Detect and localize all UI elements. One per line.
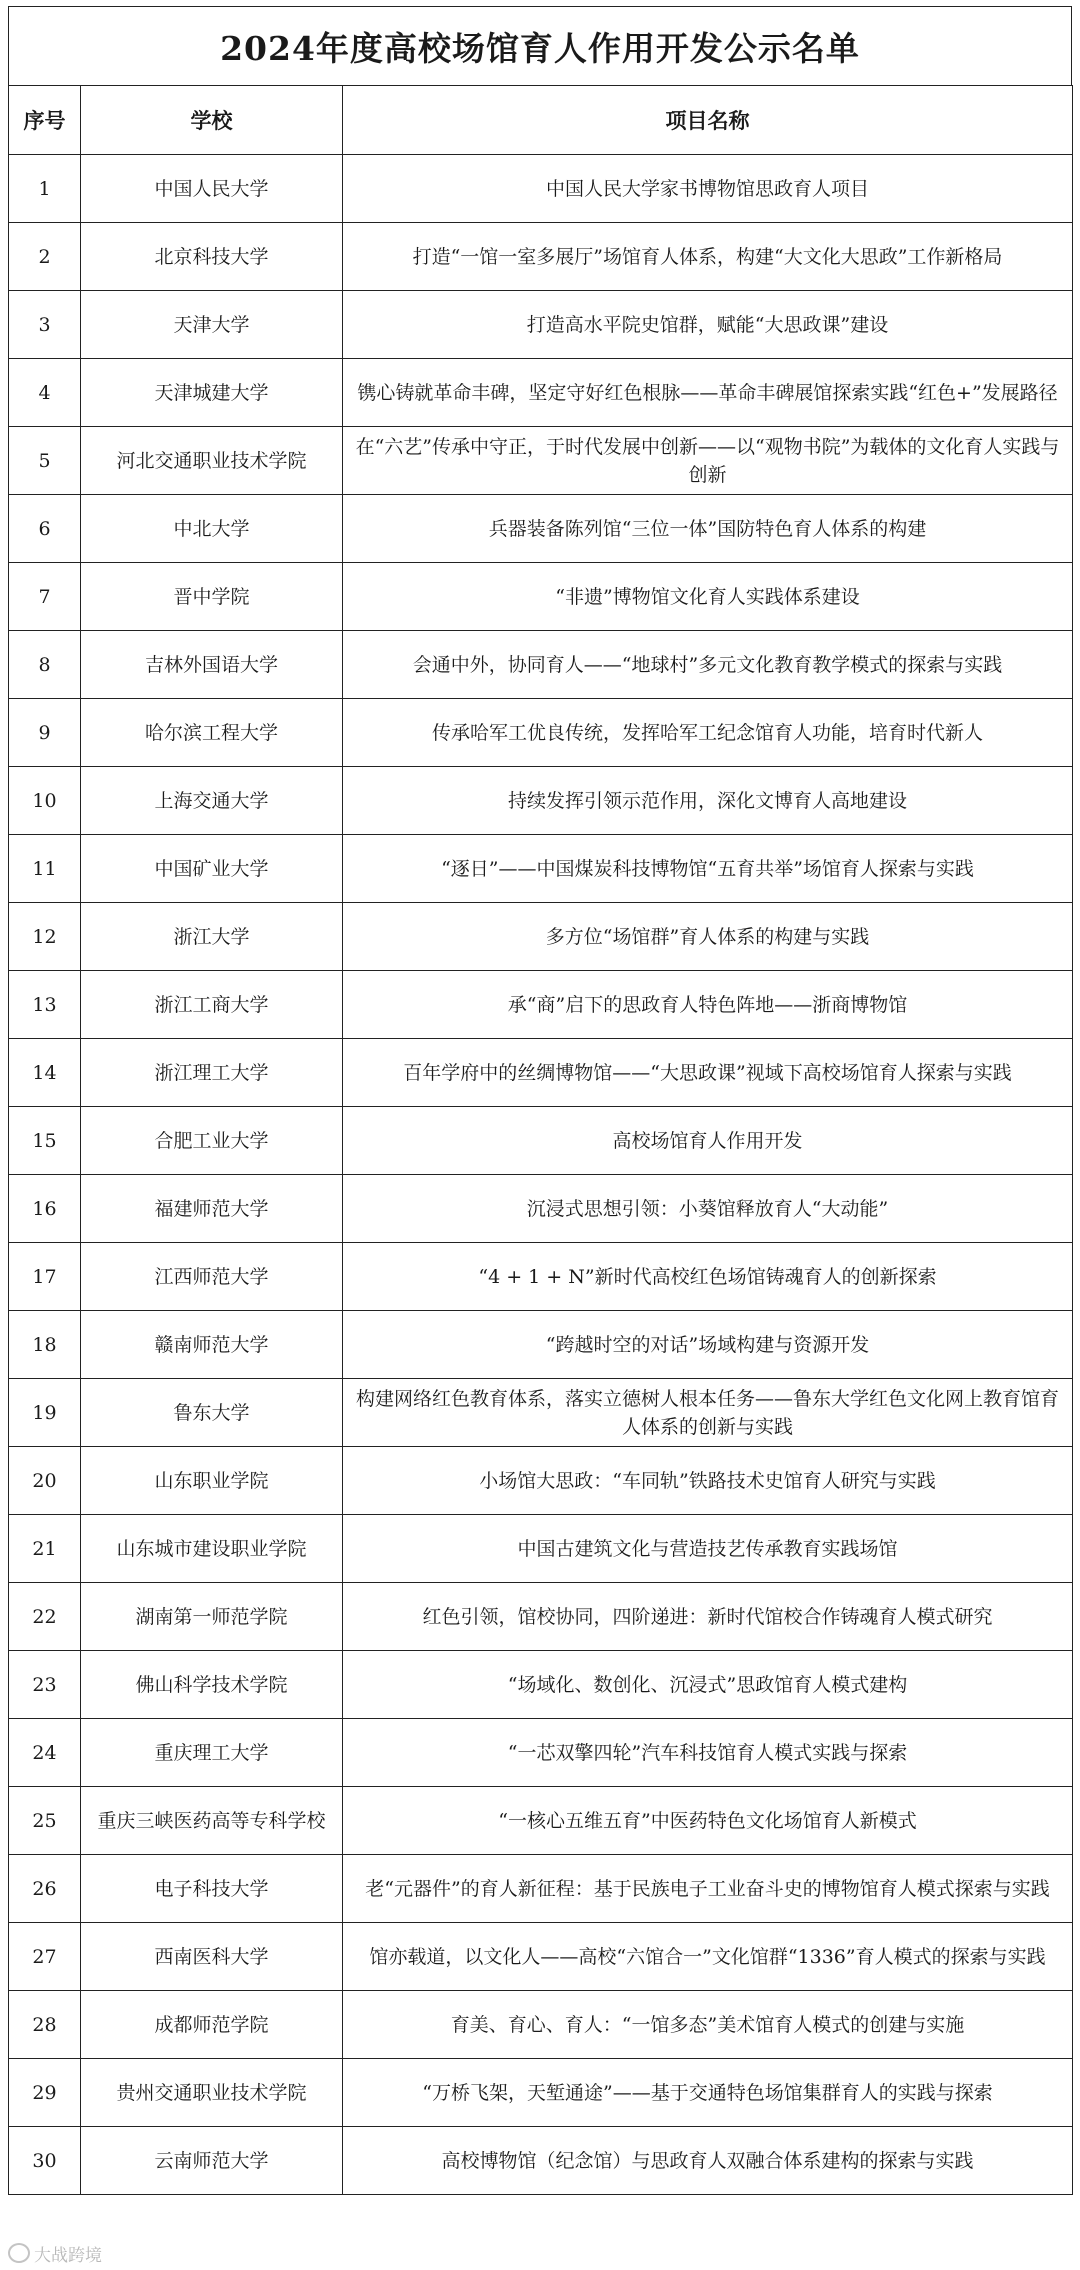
cell-index: 24 [9, 1719, 81, 1787]
table-row [9, 563, 1073, 631]
cell-school: 云南师范大学 [81, 2127, 343, 2195]
watermark-text: 大战跨境 [34, 2245, 102, 2266]
table-row [9, 1651, 1073, 1719]
cell-index: 25 [9, 1787, 81, 1855]
table-header-row [9, 86, 1073, 155]
cell-index: 26 [9, 1855, 81, 1923]
cell-index: 17 [9, 1243, 81, 1311]
table-row [9, 1311, 1073, 1379]
cell-project: 镌心铸就革命丰碑，坚定守好红色根脉——革命丰碑展馆探索实践“红色+”发展路径 [343, 359, 1073, 427]
cell-project: “非遗”博物馆文化育人实践体系建设 [343, 563, 1073, 631]
cell-project: 传承哈军工优良传统，发挥哈军工纪念馆育人功能，培育时代新人 [343, 699, 1073, 767]
table-row [9, 1855, 1073, 1923]
cell-school: 浙江理工大学 [81, 1039, 343, 1107]
cell-school: 西南医科大学 [81, 1923, 343, 1991]
cell-index: 5 [9, 427, 81, 495]
cell-index: 15 [9, 1107, 81, 1175]
cell-index: 18 [9, 1311, 81, 1379]
table-row [9, 427, 1073, 495]
header-project: 项目名称 [343, 86, 1073, 155]
cell-project: 高校场馆育人作用开发 [343, 1107, 1073, 1175]
cell-index: 16 [9, 1175, 81, 1243]
cell-project: 构建网络红色教育体系，落实立德树人根本任务——鲁东大学红色文化网上教育馆育人体系的创新与实践 [343, 1379, 1073, 1447]
table-row [9, 2127, 1073, 2195]
table-row [9, 971, 1073, 1039]
cell-project: 高校博物馆（纪念馆）与思政育人双融合体系建构的探索与实践 [343, 2127, 1073, 2195]
cell-school: 中国矿业大学 [81, 835, 343, 903]
cell-index: 29 [9, 2059, 81, 2127]
cell-school: 赣南师范大学 [81, 1311, 343, 1379]
cell-school: 河北交通职业技术学院 [81, 427, 343, 495]
document-title: 2024年度高校场馆育人作用开发公示名单 [8, 6, 1072, 85]
cell-project: 打造高水平院史馆群，赋能“大思政课”建设 [343, 291, 1073, 359]
table-row [9, 1787, 1073, 1855]
cell-school: 福建师范大学 [81, 1175, 343, 1243]
cell-project: 会通中外，协同育人——“地球村”多元文化教育教学模式的探索与实践 [343, 631, 1073, 699]
cell-index: 2 [9, 223, 81, 291]
list-table [8, 85, 1073, 2195]
cell-school: 吉林外国语大学 [81, 631, 343, 699]
cell-index: 30 [9, 2127, 81, 2195]
cell-school: 鲁东大学 [81, 1379, 343, 1447]
table-row [9, 1039, 1073, 1107]
table-row [9, 495, 1073, 563]
cell-index: 3 [9, 291, 81, 359]
table-row [9, 699, 1073, 767]
cell-project: 老“元器件”的育人新征程：基于民族电子工业奋斗史的博物馆育人模式探索与实践 [343, 1855, 1073, 1923]
cell-school: 山东城市建设职业学院 [81, 1515, 343, 1583]
cell-school: 浙江大学 [81, 903, 343, 971]
cell-project: 兵器装备陈列馆“三位一体”国防特色育人体系的构建 [343, 495, 1073, 563]
cell-project: “一核心五维五育”中医药特色文化场馆育人新模式 [343, 1787, 1073, 1855]
cell-school: 合肥工业大学 [81, 1107, 343, 1175]
cell-index: 6 [9, 495, 81, 563]
cell-index: 7 [9, 563, 81, 631]
cell-index: 11 [9, 835, 81, 903]
header-school: 学校 [81, 86, 343, 155]
cell-school: 重庆理工大学 [81, 1719, 343, 1787]
cell-school: 成都师范学院 [81, 1991, 343, 2059]
cell-project: 沉浸式思想引领：小葵馆释放育人“大动能” [343, 1175, 1073, 1243]
cell-index: 8 [9, 631, 81, 699]
cell-school: 晋中学院 [81, 563, 343, 631]
cell-index: 4 [9, 359, 81, 427]
cell-index: 9 [9, 699, 81, 767]
table-row [9, 835, 1073, 903]
table-row [9, 1175, 1073, 1243]
table-row [9, 1379, 1073, 1447]
cell-index: 27 [9, 1923, 81, 1991]
table-row [9, 1583, 1073, 1651]
cell-project: 百年学府中的丝绸博物馆——“大思政课”视域下高校场馆育人探索与实践 [343, 1039, 1073, 1107]
table-row [9, 291, 1073, 359]
cell-project: 红色引领，馆校协同，四阶递进：新时代馆校合作铸魂育人模式研究 [343, 1583, 1073, 1651]
document-page [8, 6, 1072, 2195]
watermark-logo-icon [8, 2243, 30, 2263]
table-row [9, 1447, 1073, 1515]
cell-school: 中国人民大学 [81, 155, 343, 223]
cell-school: 北京科技大学 [81, 223, 343, 291]
cell-school: 哈尔滨工程大学 [81, 699, 343, 767]
cell-index: 23 [9, 1651, 81, 1719]
cell-school: 贵州交通职业技术学院 [81, 2059, 343, 2127]
table-row [9, 631, 1073, 699]
cell-project: 在“六艺”传承中守正，于时代发展中创新——以“观物书院”为载体的文化育人实践与创新 [343, 427, 1073, 495]
watermark [8, 2240, 102, 2266]
cell-project: 承“商”启下的思政育人特色阵地——浙商博物馆 [343, 971, 1073, 1039]
table-row [9, 1719, 1073, 1787]
table-row [9, 1923, 1073, 1991]
cell-index: 21 [9, 1515, 81, 1583]
cell-index: 22 [9, 1583, 81, 1651]
table-row [9, 155, 1073, 223]
table-row [9, 1991, 1073, 2059]
cell-project: 打造“一馆一室多展厅”场馆育人体系，构建“大文化大思政”工作新格局 [343, 223, 1073, 291]
cell-project: “万桥飞架，天堑通途”——基于交通特色场馆集群育人的实践与探索 [343, 2059, 1073, 2127]
cell-project: “一芯双擎四轮”汽车科技馆育人模式实践与探索 [343, 1719, 1073, 1787]
cell-project: 多方位“场馆群”育人体系的构建与实践 [343, 903, 1073, 971]
table-row [9, 903, 1073, 971]
table-row [9, 2059, 1073, 2127]
header-index: 序号 [9, 86, 81, 155]
cell-school: 湖南第一师范学院 [81, 1583, 343, 1651]
table-row [9, 1515, 1073, 1583]
cell-school: 上海交通大学 [81, 767, 343, 835]
cell-school: 中北大学 [81, 495, 343, 563]
cell-index: 20 [9, 1447, 81, 1515]
cell-school: 天津大学 [81, 291, 343, 359]
table-row [9, 359, 1073, 427]
table-row [9, 1243, 1073, 1311]
cell-school: 电子科技大学 [81, 1855, 343, 1923]
cell-school: 江西师范大学 [81, 1243, 343, 1311]
cell-project: “4 + 1 + N”新时代高校红色场馆铸魂育人的创新探索 [343, 1243, 1073, 1311]
cell-project: 小场馆大思政：“车同轨”铁路技术史馆育人研究与实践 [343, 1447, 1073, 1515]
cell-project: “场域化、数创化、沉浸式”思政馆育人模式建构 [343, 1651, 1073, 1719]
cell-school: 天津城建大学 [81, 359, 343, 427]
cell-index: 12 [9, 903, 81, 971]
table-row [9, 223, 1073, 291]
table-row [9, 767, 1073, 835]
cell-index: 10 [9, 767, 81, 835]
cell-project: “跨越时空的对话”场域构建与资源开发 [343, 1311, 1073, 1379]
cell-project: 育美、育心、育人：“一馆多态”美术馆育人模式的创建与实施 [343, 1991, 1073, 2059]
cell-project: 馆亦载道，以文化人——高校“六馆合一”文化馆群“1336”育人模式的探索与实践 [343, 1923, 1073, 1991]
cell-school: 浙江工商大学 [81, 971, 343, 1039]
cell-index: 1 [9, 155, 81, 223]
cell-index: 14 [9, 1039, 81, 1107]
cell-project: 中国古建筑文化与营造技艺传承教育实践场馆 [343, 1515, 1073, 1583]
cell-index: 28 [9, 1991, 81, 2059]
cell-school: 山东职业学院 [81, 1447, 343, 1515]
cell-index: 19 [9, 1379, 81, 1447]
cell-school: 佛山科学技术学院 [81, 1651, 343, 1719]
cell-index: 13 [9, 971, 81, 1039]
cell-project: 持续发挥引领示范作用，深化文博育人高地建设 [343, 767, 1073, 835]
table-row [9, 1107, 1073, 1175]
cell-project: “逐日”——中国煤炭科技博物馆“五育共举”场馆育人探索与实践 [343, 835, 1073, 903]
cell-school: 重庆三峡医药高等专科学校 [81, 1787, 343, 1855]
cell-project: 中国人民大学家书博物馆思政育人项目 [343, 155, 1073, 223]
